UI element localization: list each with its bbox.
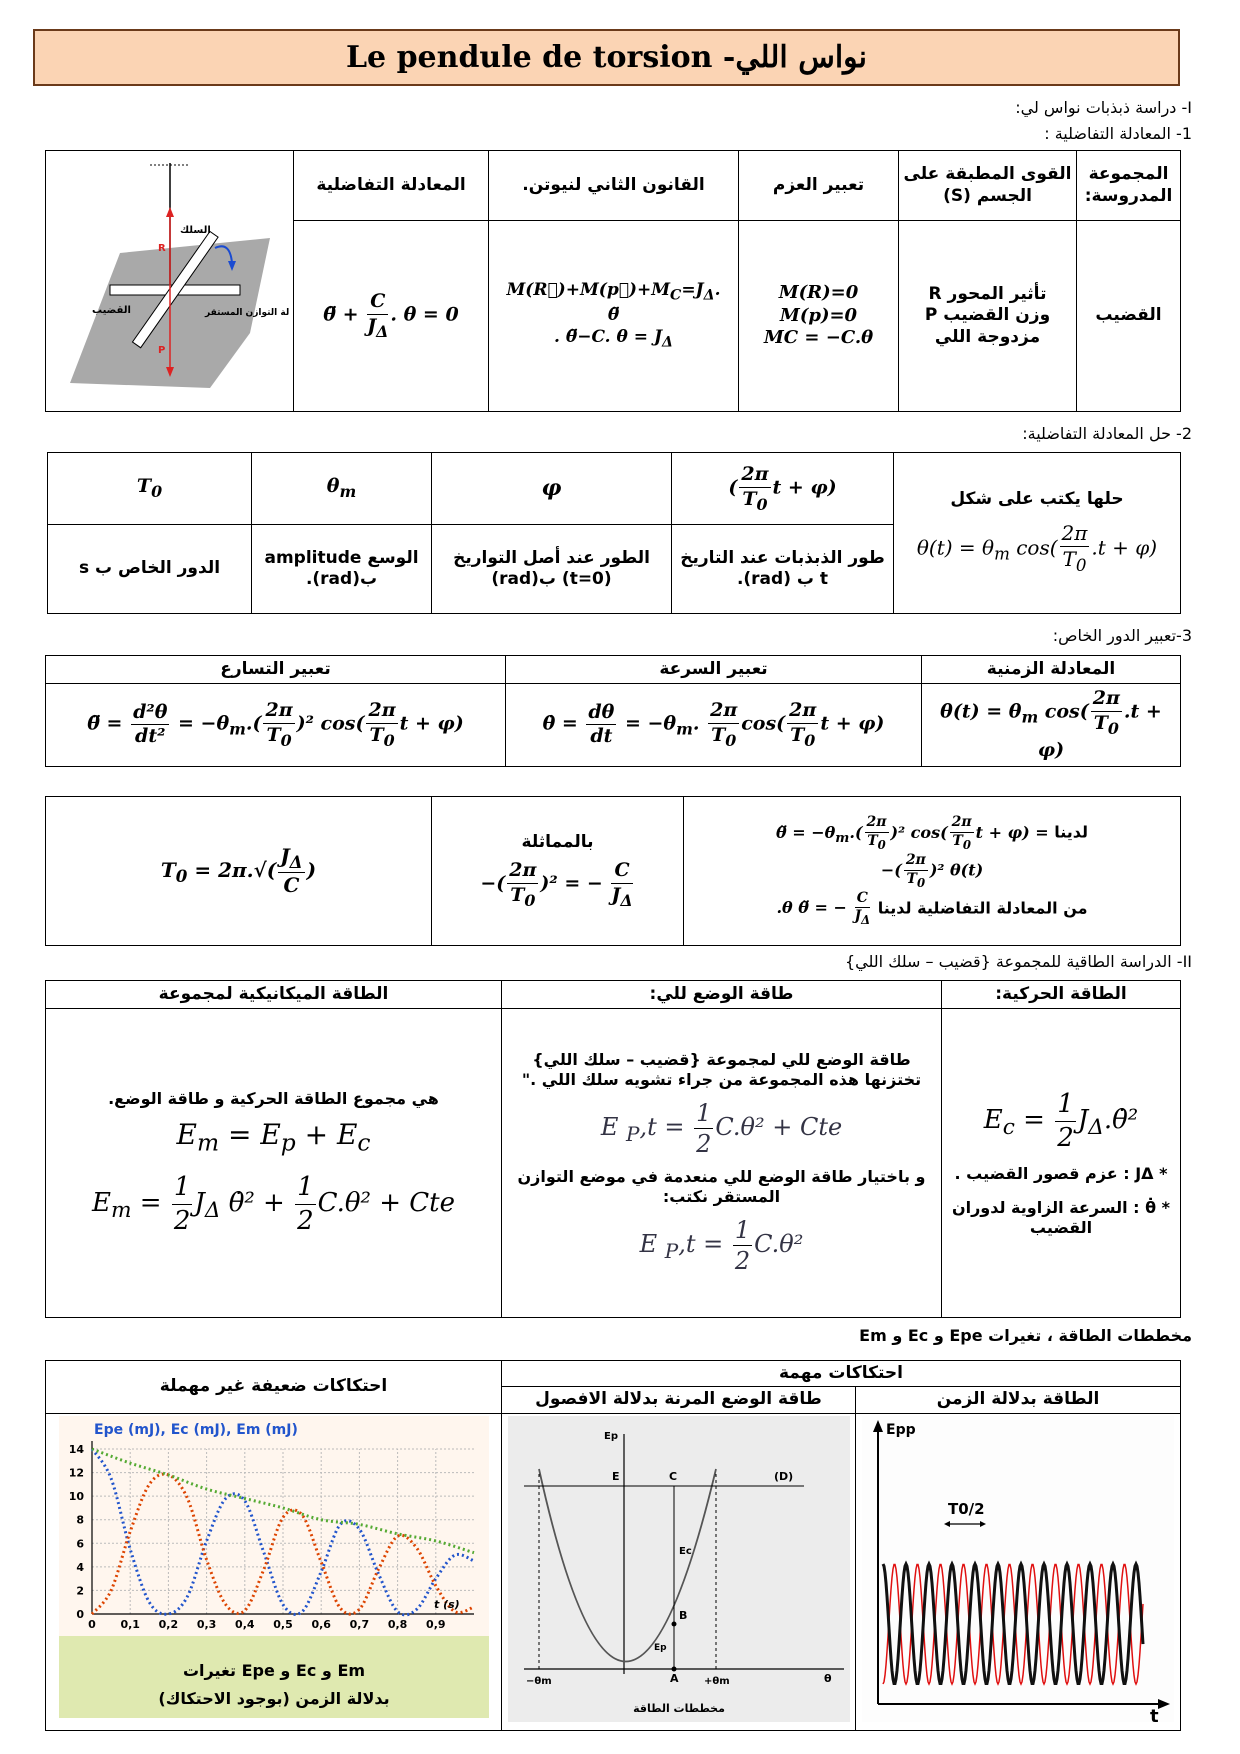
system-cell: القضيب [1077, 221, 1181, 412]
section-1-heading: I- دراسة ذبذبات نواس لي: [1015, 98, 1192, 117]
chart-y-tick: 12 [68, 1466, 84, 1480]
solution-cell: حلها يكتب على شكل $\theta(t) = \theta_m$ cos( $\frac{2\pi}{T_0}$ .t + φ) [894, 453, 1181, 614]
chart-x-tick: 0,3 [196, 1617, 216, 1631]
desc-phase: طور الذبذبات عند التاريخ t ب (rad). [672, 525, 894, 614]
newton-cell: $M(R⃗)+M(p⃗)+M_C=J_\Delta$. θ̈ . θ̈−C. $\theta = J_\Delta$ [489, 221, 739, 412]
desc-amplitude: الوسع amplitude ب(rad). [252, 525, 432, 614]
pot-neg-theta-label: −θm [525, 1675, 552, 1687]
kinetic-energy-cell: $E_c$ = $\frac{1}{2}$ $J_\Delta.\thetȧ^2$ * JΔ : عزم قصور القضيب . * θ̇ : السرعة الزاوية لدوران القضيب [942, 1009, 1181, 1318]
diagrams-heading: مخططات الطاقة ، تغيرات Epe و Ec و Em [859, 1326, 1192, 1345]
header-kinetic-energy: الطاقة الحركية: [942, 981, 1181, 1009]
potential-energy-cell: طاقة الوضع للي لمجموعة {قضيب – سلك اللي} تختزنها هذه المجموعة من جراء تشويه سلك اللي ." E $_P$,t = $\frac{1}{2}$ C.θ² + Cte و باختيار طاقة الوضع للي منعدمة في موضع التوازن المستقر نكتب: E $_P$,t = $\frac{1}{2}$ C.θ² [502, 1009, 942, 1318]
chart-title: Epe (mJ), Ec (mJ), Em (mJ) [93, 1421, 298, 1438]
chart-caption-2: بدلالة الزمن (بوجود الاحتكاك) [157, 1688, 390, 1708]
epp-diagram-cell [856, 1413, 1181, 1731]
svg-text:R: R [157, 242, 166, 254]
pot-ec-label: Ec [678, 1545, 692, 1557]
desc-phi: الطور عند أصل التواريخ (t=0) ب(rad) [432, 525, 672, 614]
chart-x-tick: 0,5 [272, 1617, 293, 1631]
header-strong-friction: احتكاكات مهمة [502, 1361, 1181, 1387]
chart-caption-1: تغيرات Epe و Ec و Em [182, 1660, 365, 1680]
chart-x-tick: 0,7 [349, 1617, 369, 1631]
wire-label: السلك [179, 224, 211, 236]
pot-theta-axis-label: θ [823, 1671, 832, 1685]
section-3-heading: 3-تعبير الدور الخاص: [1052, 626, 1192, 645]
chart-x-tick: 0,8 [387, 1617, 407, 1631]
forces-cell: تأثير المحور R وزن القضيب P مزدوجة اللي [899, 221, 1077, 412]
phase-expr: ( $\frac{2\pi}{T_0}$ t + φ) [672, 453, 894, 525]
velocity-cell: θ̇ = $\frac{d\theta}{dt}$ = $-\theta_m$. $\frac{2\pi}{T_0}$ cos( $\frac{2\pi}{T_0}$ t + φ) [506, 684, 922, 767]
header-potential-vs-x: طاقة الوضع المرنة بدلالة الافصول [502, 1387, 856, 1413]
header-forces: القوى المطبقة على الجسم (S) [899, 151, 1077, 221]
section-1-1-heading: 1- المعادلة التفاضلية : [1044, 124, 1192, 143]
rod-label: القضيب [91, 304, 131, 316]
header-potential-energy: طاقة الوضع للي: [502, 981, 942, 1009]
period-result: $T_0 = 2\pi.√$( $\frac{J_\Delta}{C}$ ) [46, 797, 432, 946]
period-table [45, 796, 1181, 946]
header-system: المجموعة المدروسة: [1077, 151, 1181, 221]
identification-cell: بالمماثلة −( $\frac{2\pi}{T_0}$ )² = − $\frac{C}{J_\Delta}$ [432, 797, 684, 946]
chart-x-tick: 0 [87, 1617, 96, 1631]
pot-ep-label: Ep [603, 1430, 618, 1442]
energy-chart [54, 1414, 494, 1724]
chart-y-tick: 8 [75, 1513, 84, 1527]
energy-table [45, 980, 1181, 1318]
epp-axis-label: Epp [886, 1421, 916, 1438]
pot-caption: مخططات الطاقة [632, 1701, 725, 1715]
energy-chart-cell [46, 1413, 502, 1731]
desc-T0: الدور الخاص ب s [48, 525, 252, 614]
header-newton: القانون الثاني لنيوتن. [489, 151, 739, 221]
symbol-phi: φ [432, 453, 672, 525]
symbol-theta-m: $\theta_m$ [252, 453, 432, 525]
pendulum-figure [46, 151, 294, 412]
header-velocity: تعبير السرعة [506, 656, 922, 684]
chart-xlabel: t (s) [433, 1597, 460, 1611]
page-title: Le pendule de torsion -نواس اللي [33, 29, 1180, 86]
header-accel: تعبير التسارع [46, 656, 506, 684]
epp-t-label: t [1150, 1705, 1159, 1724]
pot-c-label: C [668, 1469, 677, 1483]
chart-y-tick: 4 [75, 1560, 84, 1574]
chart-x-tick: 0,1 [119, 1617, 140, 1631]
pot-pos-theta-label: +θm [703, 1675, 730, 1687]
chart-x-tick: 0,9 [425, 1617, 446, 1631]
symbol-T0: $T_0$ [48, 453, 252, 525]
diff-eq-cell: θ̈ + $\frac{C}{J_\Delta}$ . θ = 0 [294, 221, 489, 412]
energy-section-heading: II- الدراسة الطاقية للمجموعة {قضيب – سلك اللي} [844, 952, 1192, 971]
header-mech-energy: الطاقة الميكانيكية لمجموعة [46, 981, 502, 1009]
equilibrium-label: حالة التوازن المستقر [204, 307, 290, 318]
chart-y-tick: 6 [75, 1536, 84, 1550]
pot-ep2-label: Ep [653, 1642, 667, 1653]
header-time-eq: المعادلة الزمنية [922, 656, 1181, 684]
pot-d-label: (D) [773, 1469, 793, 1483]
chart-x-tick: 0,4 [234, 1617, 255, 1631]
header-energy-vs-time: الطاقة بدلالة الزمن [856, 1387, 1181, 1413]
pot-e-label: E [611, 1469, 620, 1483]
svg-text:P: P [157, 344, 165, 356]
energy-diagrams-table [45, 1360, 1181, 1731]
time-eq-cell: $\theta(t) = \theta_m$ cos( $\frac{2\pi}{T_0}$ .t + φ) [922, 684, 1181, 767]
mech-energy-cell: هي مجموع الطاقة الحركية و طاقة الوضع. $E_m = E_p + E_c$ $E_m$ = $\frac{1}{2}$ $J_\Delta$ θ̇² + $\frac{1}{2}$ C.θ² + Cte [46, 1009, 502, 1318]
header-weak-friction: احتكاكات ضعيفة غير مهملة [46, 1361, 502, 1414]
accel-cell: θ̈ = $\frac{\text{d²θ}}{\text{dt²}}$ = $-\theta_m$.( $\frac{2\pi}{T_0}$ )² cos( $\frac{2\pi}{T_0}$ t + φ) [46, 684, 506, 767]
header-moment: تعبير العزم [739, 151, 899, 221]
expressions-table [45, 655, 1181, 767]
pot-b-label: B [678, 1608, 687, 1622]
differential-equation-table [45, 150, 1181, 412]
chart-x-tick: 0,6 [310, 1617, 331, 1631]
pot-a-label: A [669, 1671, 679, 1685]
chart-x-tick: 0,2 [158, 1617, 178, 1631]
solution-table [47, 452, 1181, 614]
section-2-heading: 2- حل المعادلة التفاضلية: [1022, 424, 1192, 443]
chart-y-tick: 2 [75, 1584, 84, 1598]
epp-half-period-label: T0/2 [948, 1499, 985, 1518]
chart-y-tick: 10 [68, 1489, 84, 1503]
potential-diagram-cell [502, 1413, 856, 1731]
derivation-cell: θ̈ = $-\theta_m$.( $\frac{2\pi}{T_0}$ )² cos( $\frac{2\pi}{T_0}$ t + φ) = لدينا −( $\frac{2\pi}{T_0}$ )² θ(t) .θ θ̈ = − $\frac{C}{J_\Delta}$ من المعادلة التفاضلية لدينا [684, 797, 1181, 946]
header-diff-eq: المعادلة التفاضلية [294, 151, 489, 221]
moment-cell: M(R)=0 M(p)=0 MC = −C.θ [739, 221, 899, 412]
chart-y-tick: 14 [68, 1442, 84, 1456]
chart-y-tick: 0 [75, 1607, 84, 1621]
